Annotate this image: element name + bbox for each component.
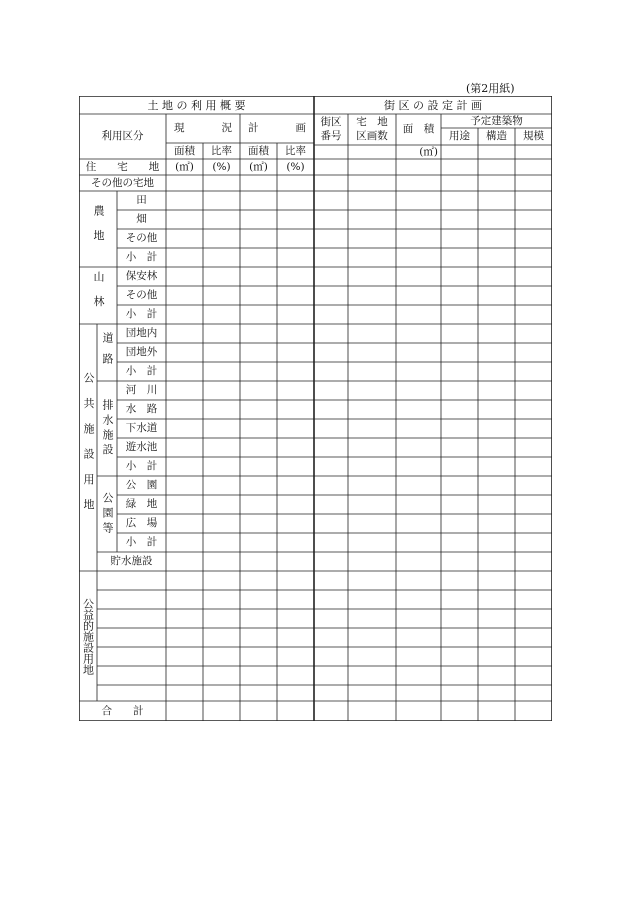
- block-area-unit: (㎡): [419, 145, 438, 158]
- group-public-facilities: [79, 324, 97, 571]
- plan-ratio-header: 比率: [285, 144, 306, 157]
- plan-char-1: 計: [248, 122, 259, 135]
- usage-category-header: 利用区分: [101, 130, 144, 143]
- planned-building-header: 予定建築物: [470, 114, 523, 127]
- row-road-subtotal: 小 計: [125, 365, 158, 378]
- row-park: 公 園: [125, 479, 158, 492]
- land-use-summary-title: 土 地 の 利 用 概 要: [147, 98, 246, 112]
- unit-current-ratio: (%): [212, 160, 231, 173]
- row-drainage-subtotal: 小 計: [125, 460, 158, 473]
- row-retention-pond: 遊水池: [125, 441, 158, 454]
- residential-lots-line-2: 区画数: [356, 129, 388, 142]
- row-forest-other: その他: [125, 289, 158, 302]
- subgroup-parks-label: 公園等: [101, 491, 114, 537]
- row-protection-forest: 保安林: [125, 270, 158, 283]
- unit-plan-ratio: (%): [286, 160, 305, 173]
- row-paddy: 田: [136, 194, 147, 207]
- unit-current-area: (㎡): [175, 160, 194, 173]
- row-farm-subtotal: 小 計: [125, 251, 158, 264]
- block-number-line-2: 番号: [320, 129, 342, 142]
- current-ratio-header: 比率: [211, 144, 232, 157]
- row-outside-complex: 団地外: [125, 346, 158, 359]
- group-forest: [79, 267, 117, 324]
- plan-area-header: 面積: [248, 144, 269, 157]
- row-sewer: 下水道: [125, 422, 158, 435]
- unit-plan-area: (㎡): [249, 160, 268, 173]
- group-farmland: [79, 191, 117, 267]
- row-green: 緑 地: [125, 498, 158, 511]
- row-storage-facility: 貯水施設: [110, 555, 153, 568]
- block-number-line-1: 街区: [320, 116, 342, 129]
- block-area-header: 面 積: [402, 123, 435, 136]
- subgroup-road-label: 道路: [101, 331, 114, 374]
- building-use-header: 用途: [449, 130, 470, 143]
- row-total: 合 計: [101, 704, 144, 717]
- land-use-form-table: [79, 96, 552, 721]
- residential-lots-header: [348, 114, 396, 145]
- residential-lots-line-1: 宅 地: [356, 116, 388, 129]
- row-plaza: 広 場: [125, 517, 158, 530]
- current-char-2: 況: [221, 122, 232, 135]
- plan-char-2: 画: [295, 122, 306, 135]
- row-waterway: 水 路: [125, 403, 158, 416]
- row-field: 畑: [136, 213, 147, 226]
- block-number-header: [314, 114, 348, 145]
- current-status-header: [166, 114, 240, 143]
- group-public-facilities-label: 公共施設用地: [82, 371, 95, 524]
- plan-header: [240, 114, 314, 143]
- block-setting-plan-title: 街 区 の 設 定 計 画: [384, 98, 482, 112]
- group-farmland-label: 農地: [92, 204, 105, 254]
- row-parks-subtotal: 小 計: [125, 536, 158, 549]
- building-scale-header: 規模: [523, 130, 544, 143]
- row-other-residential: その他の宅地: [91, 176, 154, 189]
- row-river: 河 川: [125, 384, 158, 397]
- row-forest-subtotal: 小 計: [125, 308, 158, 321]
- group-public-benefit-label: 公益的施設用地: [81, 597, 95, 675]
- group-forest-label: 山林: [92, 271, 105, 320]
- subgroup-drainage-label: 排水施設: [101, 398, 114, 459]
- row-in-complex: 団地内: [125, 327, 158, 340]
- group-public-benefit: [79, 571, 97, 701]
- building-structure-header: 構造: [486, 130, 507, 143]
- subgroup-drainage: [97, 381, 117, 476]
- subgroup-parks: [97, 476, 117, 552]
- current-char-1: 現: [174, 122, 185, 135]
- current-area-header: 面積: [174, 144, 195, 157]
- subgroup-road: [97, 324, 117, 381]
- form-number-label: (第2用紙): [466, 82, 515, 95]
- row-farm-other: その他: [125, 232, 158, 245]
- row-residential-land: 住 宅 地: [85, 160, 160, 173]
